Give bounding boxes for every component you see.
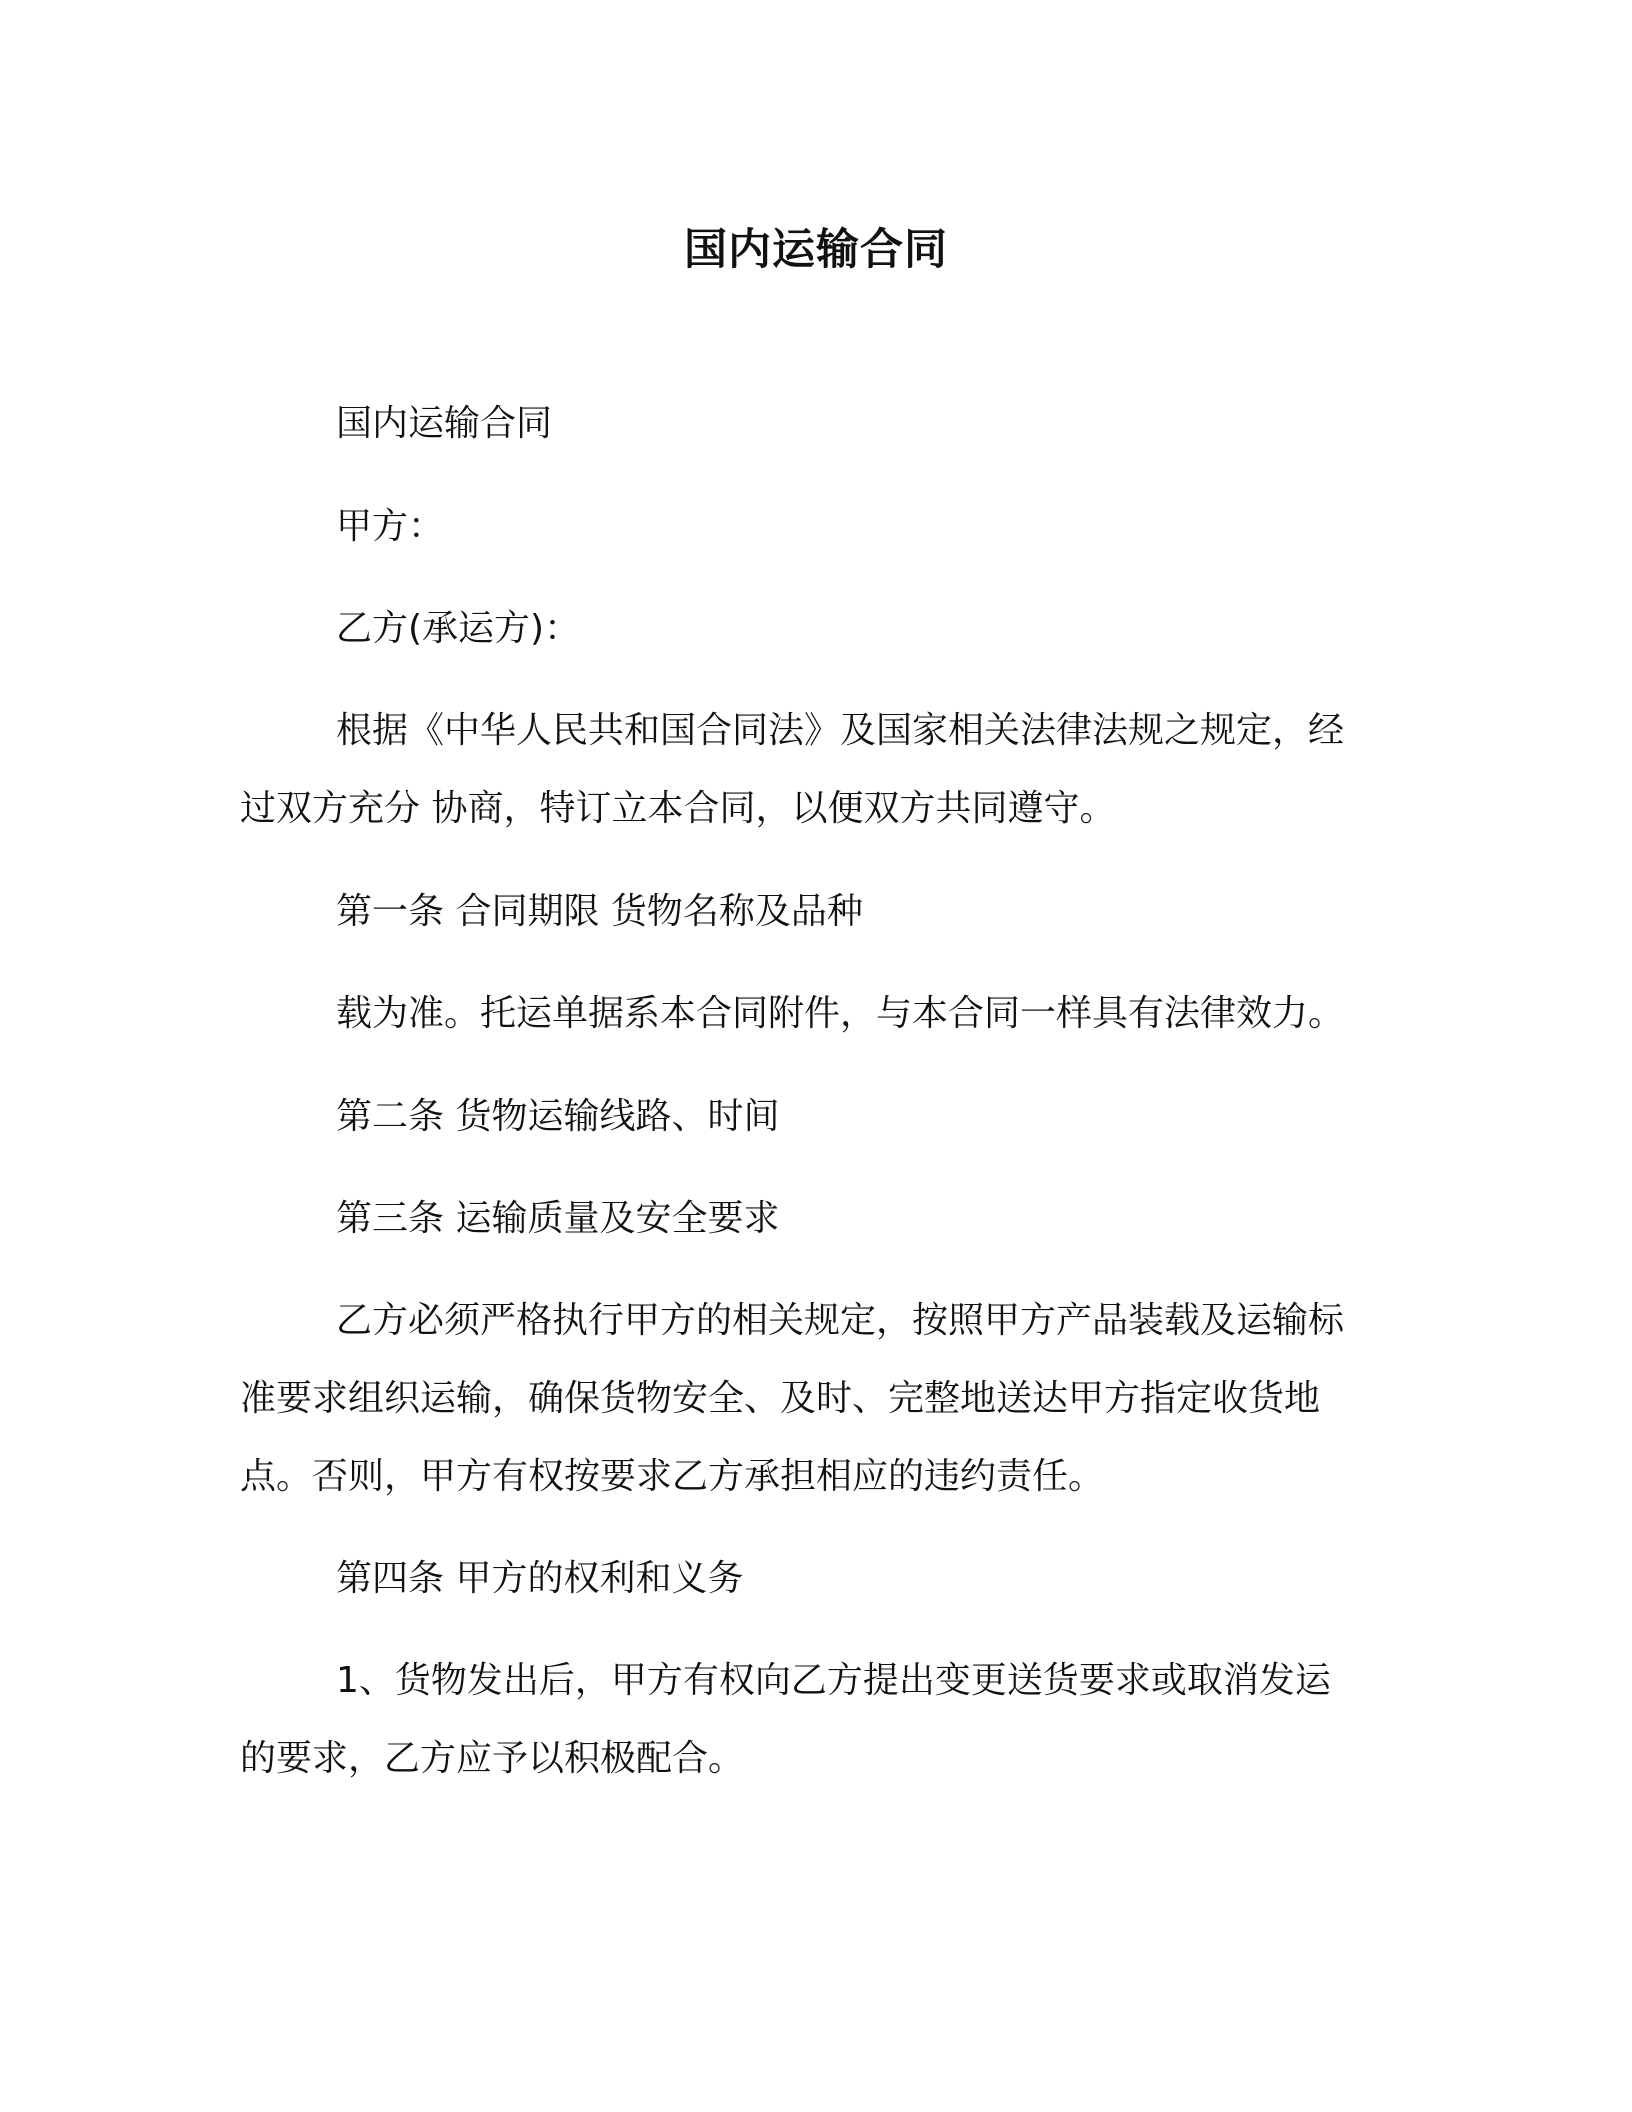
paragraph-preamble [240, 692, 1390, 848]
text-line: 1、货物发出后，甲方有权向乙方提出变更送货要求或取消发运 [336, 1660, 1331, 1701]
paragraph-article-4 [240, 1540, 1390, 1618]
paragraph-party-b [240, 590, 1390, 668]
text-line: 乙方(承运方)： [336, 608, 581, 649]
text-line: 根据《中华人民共和国合同法》及国家相关法律法规之规定，经 [336, 710, 1345, 751]
text-line: 点。否则，甲方有权按要求乙方承担相应的违约责任。 [240, 1456, 1105, 1497]
document-title: 国内运输合同 [684, 225, 948, 275]
text-line: 甲方： [336, 506, 445, 547]
paragraph-article-1 [240, 873, 1390, 951]
paragraph-quality-requirements [240, 1282, 1390, 1516]
text-line: 准要求组织运输，确保货物安全、及时、完整地送达甲方指定收货地 [240, 1378, 1321, 1419]
text-line: 国内运输合同 [336, 403, 553, 444]
text-line: 第三条 运输质量及安全要求 [336, 1198, 780, 1239]
text-line: 第四条 甲方的权利和义务 [336, 1558, 744, 1599]
text-line: 过双方充分 协商，特订立本合同，以便双方共同遵守。 [240, 788, 1116, 829]
text-line: 乙方必须严格执行甲方的相关规定，按照甲方产品装载及运输标 [336, 1300, 1345, 1341]
text-line: 的要求，乙方应予以积极配合。 [240, 1738, 745, 1779]
paragraph-item-1 [240, 1642, 1390, 1798]
paragraph-article-2 [240, 1078, 1390, 1156]
paragraph-article-3 [240, 1180, 1390, 1258]
paragraph-consignment-note [240, 975, 1390, 1053]
text-line: 第二条 货物运输线路、时间 [336, 1096, 780, 1137]
text-line: 载为准。托运单据系本合同附件，与本合同一样具有法律效力。 [336, 993, 1345, 1034]
text-line: 第一条 合同期限 货物名称及品种 [336, 891, 863, 932]
paragraph-heading-repeat [240, 385, 1390, 463]
paragraph-party-a [240, 488, 1390, 566]
